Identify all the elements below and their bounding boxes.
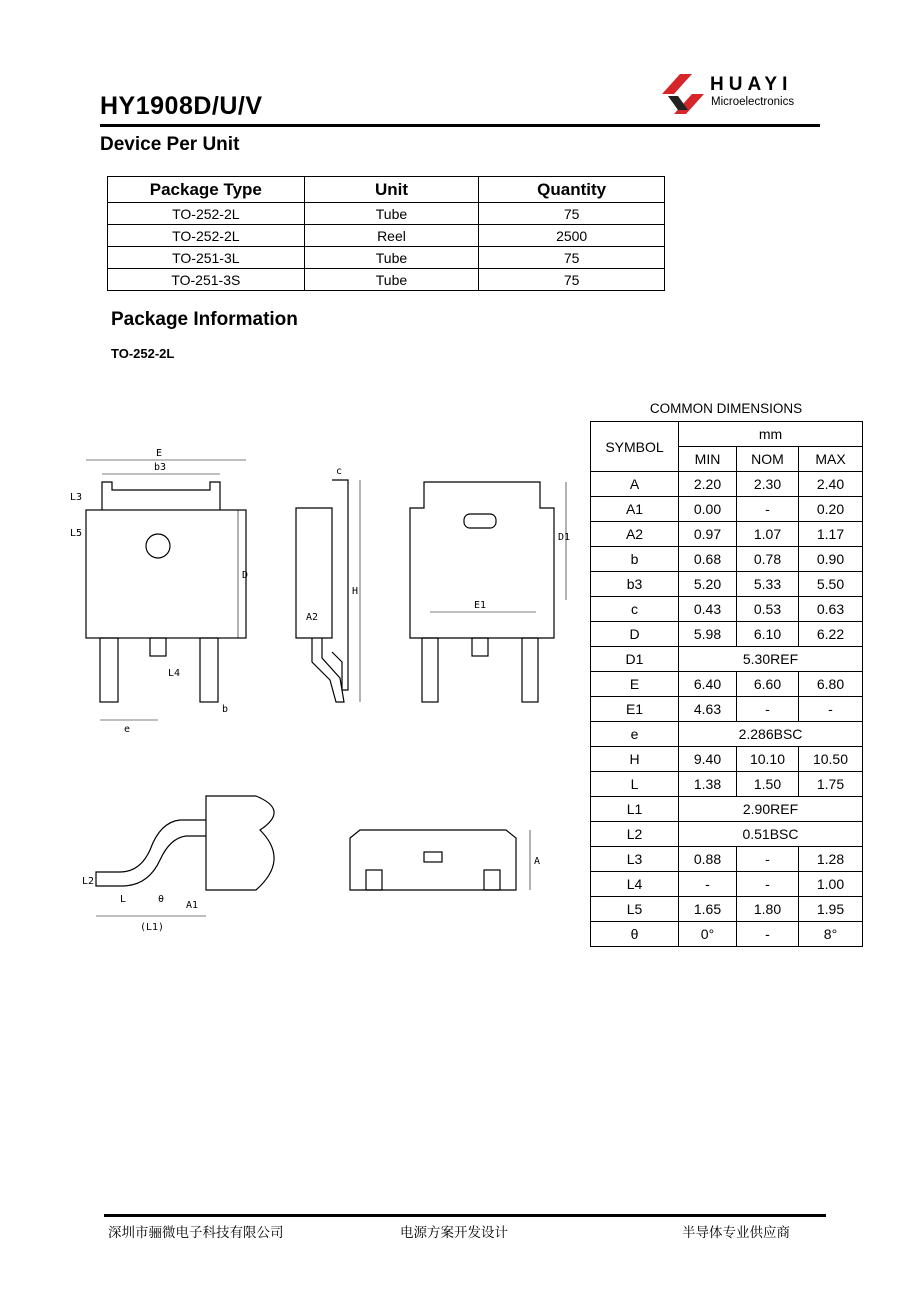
huayi-logo-mark-icon bbox=[658, 70, 708, 118]
table-row bbox=[591, 772, 863, 797]
table-cell: TO-251-3L bbox=[108, 247, 305, 269]
table-cell: D bbox=[591, 622, 679, 647]
side-view-tab bbox=[332, 480, 348, 690]
table-cell: 4.63 bbox=[679, 697, 737, 722]
lead-detail-outline bbox=[206, 796, 274, 890]
table-cell: 2.40 bbox=[799, 472, 863, 497]
table-cell: 2500 bbox=[479, 225, 665, 247]
front-view-foot-left bbox=[366, 870, 382, 890]
document-title: HY1908D/U/V bbox=[100, 92, 263, 120]
table-row bbox=[591, 797, 863, 822]
back-view-lead-left bbox=[422, 638, 438, 702]
table-cell: 2.20 bbox=[679, 472, 737, 497]
label-l3: L3 bbox=[70, 492, 83, 503]
table-cell: L bbox=[591, 772, 679, 797]
table-cell: 1.95 bbox=[799, 897, 863, 922]
table-cell: 0.78 bbox=[737, 547, 799, 572]
back-view-lead-right bbox=[522, 638, 538, 702]
table-row bbox=[591, 847, 863, 872]
label-l5: L5 bbox=[70, 528, 83, 539]
table-cell: 1.38 bbox=[679, 772, 737, 797]
table-cell: - bbox=[737, 847, 799, 872]
table-cell: - bbox=[737, 922, 799, 947]
column-header: Unit bbox=[304, 177, 479, 203]
table-cell: 0.63 bbox=[799, 597, 863, 622]
table-cell: 5.50 bbox=[799, 572, 863, 597]
table-cell: 0.68 bbox=[679, 547, 737, 572]
table-cell: 6.10 bbox=[737, 622, 799, 647]
table-row bbox=[108, 203, 665, 225]
table-row bbox=[591, 697, 863, 722]
table-cell: H bbox=[591, 747, 679, 772]
package-name: TO-252-2L bbox=[111, 346, 175, 361]
label-a2: A2 bbox=[306, 612, 319, 623]
table-row bbox=[108, 269, 665, 291]
table-cell: e bbox=[591, 722, 679, 747]
table-cell: 1.75 bbox=[799, 772, 863, 797]
logo-sub-text: Microelectronics bbox=[711, 96, 795, 108]
min-header: MIN bbox=[679, 447, 737, 472]
back-view-lead-center bbox=[472, 638, 488, 656]
table-cell: - bbox=[799, 697, 863, 722]
table-cell: 1.28 bbox=[799, 847, 863, 872]
table-row bbox=[108, 225, 665, 247]
table-cell: 9.40 bbox=[679, 747, 737, 772]
unit-header: mm bbox=[679, 422, 863, 447]
table-cell: 75 bbox=[479, 203, 665, 225]
table-cell: b bbox=[591, 547, 679, 572]
table-cell: A2 bbox=[591, 522, 679, 547]
lead-detail-lead bbox=[96, 820, 206, 886]
table-row bbox=[591, 922, 863, 947]
package-information-heading: Package Information bbox=[111, 309, 298, 330]
table-cell: 0.90 bbox=[799, 547, 863, 572]
table-row bbox=[591, 597, 863, 622]
dimensions-header-row bbox=[591, 422, 863, 447]
table-row bbox=[591, 497, 863, 522]
footer-company: 深圳市骊微电子科技有限公司 bbox=[108, 1225, 284, 1241]
label-d1: D1 bbox=[558, 532, 571, 543]
table-row bbox=[591, 722, 863, 747]
table-cell: Tube bbox=[304, 203, 479, 225]
table-cell: 2.286BSC bbox=[679, 722, 863, 747]
label-b3: b3 bbox=[154, 462, 167, 473]
table-cell: 1.65 bbox=[679, 897, 737, 922]
table-cell: 1.50 bbox=[737, 772, 799, 797]
label-e: e bbox=[124, 724, 131, 735]
device-per-unit-heading: Device Per Unit bbox=[100, 134, 240, 155]
symbol-header: SYMBOL bbox=[591, 422, 679, 472]
table-row bbox=[591, 822, 863, 847]
table-cell: Reel bbox=[304, 225, 479, 247]
label-c: c bbox=[336, 466, 343, 477]
table-cell: 1.17 bbox=[799, 522, 863, 547]
table-cell: L2 bbox=[591, 822, 679, 847]
column-header: Package Type bbox=[108, 177, 305, 203]
table-cell: 0.43 bbox=[679, 597, 737, 622]
table-cell: 0.51BSC bbox=[679, 822, 863, 847]
nom-header: NOM bbox=[737, 447, 799, 472]
table-cell: 5.98 bbox=[679, 622, 737, 647]
table-row bbox=[108, 247, 665, 269]
table-cell: 2.90REF bbox=[679, 797, 863, 822]
back-view-slot bbox=[464, 514, 496, 528]
table-row bbox=[591, 547, 863, 572]
label-d: D bbox=[242, 570, 249, 581]
back-view-body bbox=[410, 482, 554, 638]
table-cell: c bbox=[591, 597, 679, 622]
table-cell: L5 bbox=[591, 897, 679, 922]
table-cell: - bbox=[679, 872, 737, 897]
dimensions-caption: COMMON DIMENSIONS bbox=[649, 401, 803, 416]
device-per-unit-table bbox=[107, 176, 665, 291]
label-a: A bbox=[534, 856, 541, 867]
table-row bbox=[591, 897, 863, 922]
front-view-foot-center bbox=[424, 852, 442, 862]
table-row bbox=[591, 622, 863, 647]
max-header: MAX bbox=[799, 447, 863, 472]
label-l1: (L1) bbox=[140, 922, 165, 933]
footer-tagline: 半导体专业供应商 bbox=[682, 1225, 790, 1241]
top-view-tab bbox=[102, 482, 220, 510]
table-cell: 0.88 bbox=[679, 847, 737, 872]
huayi-logo bbox=[658, 70, 828, 118]
table-cell: Tube bbox=[304, 269, 479, 291]
front-view-foot-right bbox=[484, 870, 500, 890]
label-h: H bbox=[352, 586, 359, 597]
table-row bbox=[591, 472, 863, 497]
table-cell: E1 bbox=[591, 697, 679, 722]
table-row bbox=[591, 747, 863, 772]
table-cell: θ bbox=[591, 922, 679, 947]
label-e1: E1 bbox=[474, 600, 487, 611]
table-cell: 0.97 bbox=[679, 522, 737, 547]
label-e-width: E bbox=[156, 448, 163, 459]
footer-rule bbox=[104, 1214, 826, 1217]
table-cell: 1.00 bbox=[799, 872, 863, 897]
table-cell: 0.20 bbox=[799, 497, 863, 522]
table-cell: 8° bbox=[799, 922, 863, 947]
table-cell: TO-251-3S bbox=[108, 269, 305, 291]
table-cell: TO-252-2L bbox=[108, 203, 305, 225]
table-cell: 0° bbox=[679, 922, 737, 947]
label-a1: A1 bbox=[186, 900, 199, 911]
side-view-lead bbox=[312, 638, 344, 702]
top-view-mounting-hole bbox=[146, 534, 170, 558]
dimensions-table bbox=[590, 421, 863, 947]
table-cell: A1 bbox=[591, 497, 679, 522]
label-l: L bbox=[120, 894, 127, 905]
table-cell: 6.80 bbox=[799, 672, 863, 697]
table-cell: 1.80 bbox=[737, 897, 799, 922]
table-cell: L4 bbox=[591, 872, 679, 897]
table-cell: 75 bbox=[479, 247, 665, 269]
table-cell: TO-252-2L bbox=[108, 225, 305, 247]
table-row bbox=[591, 672, 863, 697]
top-view-lead-center bbox=[150, 638, 166, 656]
table-row bbox=[591, 572, 863, 597]
table-cell: 5.33 bbox=[737, 572, 799, 597]
table-cell: 6.22 bbox=[799, 622, 863, 647]
table-cell: - bbox=[737, 497, 799, 522]
table-cell: E bbox=[591, 672, 679, 697]
label-b: b bbox=[222, 704, 229, 715]
header-rule bbox=[100, 124, 820, 127]
table-cell: b3 bbox=[591, 572, 679, 597]
package-outline-drawing bbox=[60, 440, 580, 940]
table-cell: - bbox=[737, 872, 799, 897]
table-cell: 75 bbox=[479, 269, 665, 291]
column-header: Quantity bbox=[479, 177, 665, 203]
label-l2: L2 bbox=[82, 876, 95, 887]
top-view-lead-left bbox=[100, 638, 118, 702]
table-cell: 6.40 bbox=[679, 672, 737, 697]
label-theta: θ bbox=[158, 894, 165, 905]
table-row bbox=[591, 872, 863, 897]
table-cell: 2.30 bbox=[737, 472, 799, 497]
table-cell: 1.07 bbox=[737, 522, 799, 547]
table-row bbox=[591, 522, 863, 547]
table-cell: 5.30REF bbox=[679, 647, 863, 672]
table-cell: 5.20 bbox=[679, 572, 737, 597]
label-l4: L4 bbox=[168, 668, 181, 679]
table-header-row bbox=[108, 177, 665, 203]
table-row bbox=[591, 647, 863, 672]
logo-stripe-upper bbox=[662, 74, 692, 94]
table-cell: 6.60 bbox=[737, 672, 799, 697]
table-cell: L3 bbox=[591, 847, 679, 872]
table-cell: 10.50 bbox=[799, 747, 863, 772]
table-cell: 0.00 bbox=[679, 497, 737, 522]
table-cell: L1 bbox=[591, 797, 679, 822]
table-cell: 0.53 bbox=[737, 597, 799, 622]
top-view-body bbox=[86, 510, 249, 638]
front-view-body bbox=[350, 830, 516, 890]
logo-brand-text: HUAYI bbox=[710, 74, 793, 95]
top-view-lead-right bbox=[200, 638, 218, 702]
table-cell: D1 bbox=[591, 647, 679, 672]
table-cell: Tube bbox=[304, 247, 479, 269]
footer-slogan: 电源方案开发设计 bbox=[400, 1225, 508, 1241]
table-cell: - bbox=[737, 697, 799, 722]
table-cell: A bbox=[591, 472, 679, 497]
table-cell: 10.10 bbox=[737, 747, 799, 772]
